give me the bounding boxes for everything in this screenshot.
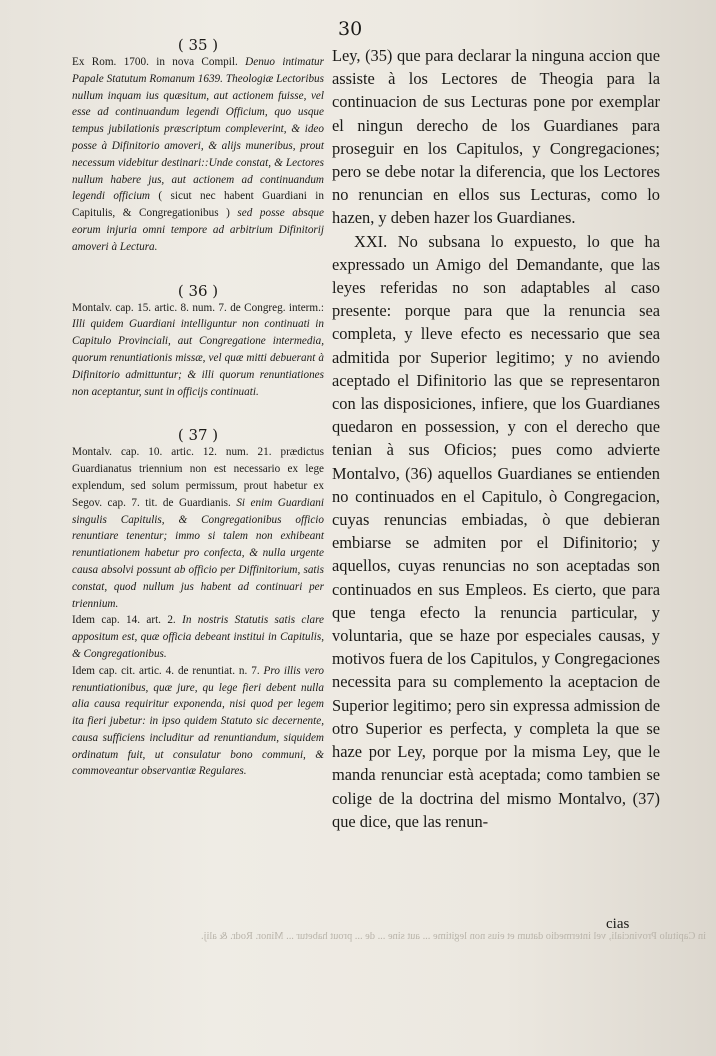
citation: Montalv. cap. 10. artic. 12. num. 21. prædictus Guardianatus triennium non est necessario ex lege explendum, sed solum permissum, prout habetur ex Segov. cap. 7. tit. de Guardianis. — [72, 446, 324, 509]
footnote-text — [72, 54, 324, 256]
footnote-36 — [72, 282, 324, 401]
footnotes-column — [72, 36, 324, 780]
footnote-37 — [72, 426, 324, 780]
citation: Montalv. cap. 15. artic. 8. num. 7. de Congreg. interm.: — [72, 301, 324, 314]
main-text-column — [332, 44, 660, 833]
footnote-number: ( 37 ) — [177, 426, 219, 445]
catchword: cias — [606, 916, 630, 932]
section-number: XXI. — [354, 231, 388, 251]
page-number: 30 — [338, 18, 363, 40]
footnote-text — [72, 300, 324, 401]
footnote-number: ( 36 ) — [177, 281, 219, 300]
latin-quote: Si enim Guardiani singulis Capitulis, & Congregationibus officio renuntiare tenentur; immo si talem non exhibeant renuntiationem habetur pro confecta, & nulla urgente causa absolvi possunt ab officio per Diffinitorium, satis constat, quod nullum jus habent ad continuari per triennium. — [72, 496, 324, 610]
footnote-number: ( 35 ) — [177, 36, 219, 54]
citation: Idem cap. cit. artic. 4. de renuntiat. n. 7. — [72, 664, 264, 677]
citation: Ex Rom. 1700. in nova Compil. — [72, 56, 246, 68]
latin-quote: sed posse absque eorum injuria omni tempore ad arbitrium Difinitorij amoveri à Lectura. — [72, 207, 324, 253]
latin-quote: Denuo intimatur Papale Statutum Romanum 1639. Theologiæ Lectoribus nullum inquam ius quæsitum, aut actionem fuisse, vel esse ad continuandum legendi Officium, quo usque tempus jubilationis præscriptum compleverint, & ideo posse à Difinitorio amoveri, & alijs muneribus, prout necessum videbitur destinari::Unde constat, & Lectores nullum habere jus, aut actionem ad continuandum legendi officium — [72, 56, 324, 203]
latin-quote: In nostris Statutis satis clare appositum est, quæ officia debeant institui in Capitulis, & Congregationibus. — [72, 614, 325, 660]
paragraph-xxi — [332, 230, 660, 833]
bleed-through-text: in Capitulo Provinciali, vel intermedio datum et eius non legitime ... aut sine ... de ... prout habetur ... Minor. Rodr. & alij. — [200, 931, 706, 942]
citation: ( sicut nec habent Guardiani in Capitulis, & Congregationibus ) — [72, 190, 324, 220]
citation: Idem cap. 14. art. 2. — [72, 614, 183, 627]
footnote-35 — [72, 36, 324, 256]
footnote-text — [72, 444, 324, 780]
paragraph-text: No subsana lo expuesto, lo que ha expressado un Amigo del Demandante, que las leyes referidas no son adaptables al caso presente: porque para que la renuncia sea completa, y lleve efecto es necessario que sea admitida por Superior legitimo; y no aviendo aceptado el Difinitorio las que se representaron con las disposiciones, infiere, que los Guardianes quedaron en possession, y con el derecho que tenian à sus Oficios; pues como advierte Montalvo, (36) aquellos Guardianes se entienden no continuados en el Capitulo, ò Congregacion, cuyas renuncias embiadas, ò que debieran embiarse se admiten por el Difinitorio; y aquellos, cuyas renuncias no son aceptadas son continuados en sus Empleos. Es cierto, que para que tenga efecto la renuncia particular, y voluntaria, que se haze por especiales causas, y motivos fuera de los Capitulos, y Congregaciones necessita para su complemento la aceptacion de Superior legitimo; pero sin expressa admission de otro Superior es perfecta, y completa la que se haze por Ley, porque por la misma Ley, que le manda renunciar està aceptada; como tambien se colige de la doctrina del mismo Montalvo, (37) que dice, que las renun- — [332, 231, 660, 831]
latin-quote: Illi quidem Guardiani intelliguntur non continuati in Capitulo Provinciali, aut Congregatione intermedia, quorum renuntiationis missæ, vel quæ mitti debuerant à Difinitorio admittuntur; & illi quorum renuntiationes non aceptantur, sunt in officijs continuati. — [72, 318, 324, 398]
paragraph: Ley, (35) que para declarar la ninguna accion que assiste à los Lectores de Theogia para la continuacion de sus Lecturas pone por exemplar el ningun derecho de los Guardianes para proseguir en los Capitulos, y Congregaciones; pero se debe notar la diferencia, que los Lectores no renuncian en ellos sus Lecturas, como lo hazen, y deben hazer los Guardianes. — [332, 46, 660, 228]
latin-quote: Pro illis vero renuntiationibus, quæ jure, qu lege fieri debent nulla alia causa requiritur exponenda, nisi quod per legem ita fieri jubetur: in ipso quidem Statuto sic decernente, causa sufficiens includitur ad renuntiandum, siquidem ordinatum fuit, ut consulatur bono communi, & commoveantur observantiæ Regulares. — [72, 664, 325, 778]
